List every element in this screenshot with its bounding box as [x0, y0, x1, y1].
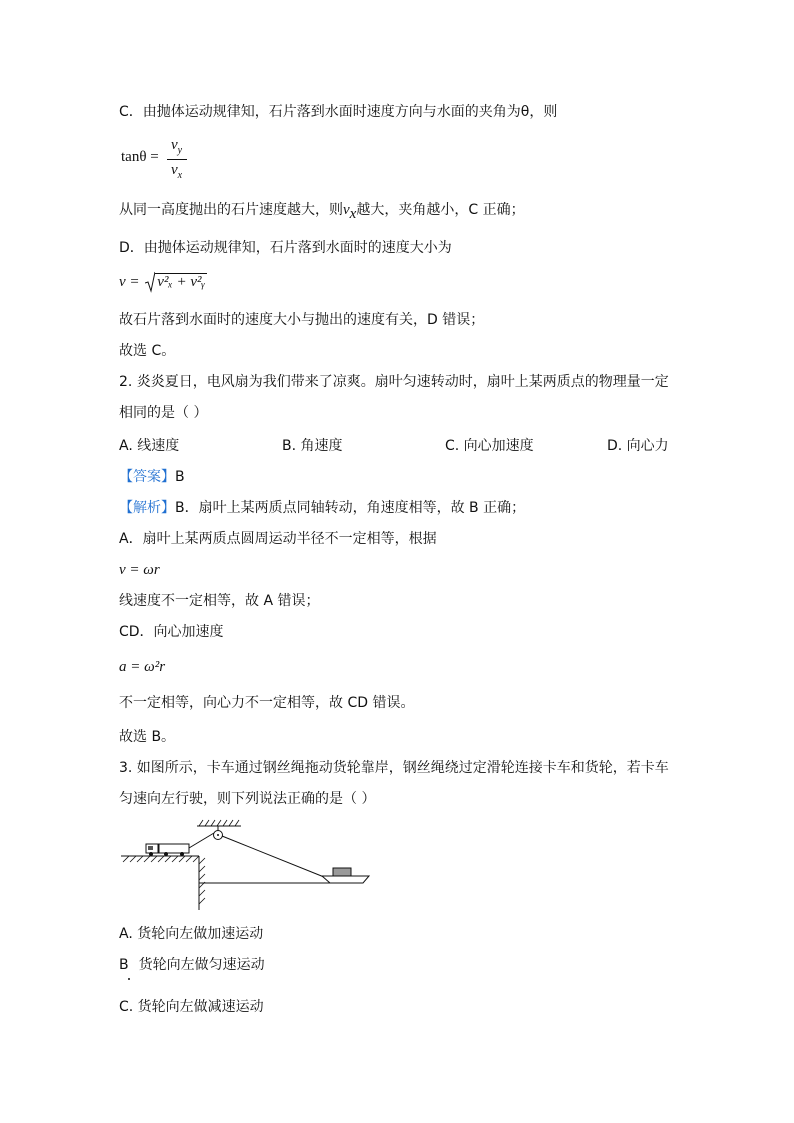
q2-option-c: C. 向心加速度 [445, 438, 534, 454]
analysis-b: B．扇叶上某两质点同轴转动，角速度相等，故 B 正确； [175, 500, 526, 516]
q2-a-conclusion: 线速度不一定相等，故 A 错误； [119, 593, 320, 609]
truck-pulley-ship-diagram [119, 818, 371, 912]
linear-velocity-equation: v = ωr [119, 562, 160, 578]
q1-option-d-line: D．由抛体运动规律知，石片落到水面时的速度大小为 [119, 240, 452, 256]
answer-value: B [175, 469, 185, 485]
sqrt-radicand: v²ₓ + v²ᵧ [157, 274, 205, 290]
answer-tag: 【答案】 [119, 469, 175, 485]
analysis-tag: 【解析】 [119, 500, 175, 516]
shore-ground [121, 856, 205, 910]
q3-option-b [119, 955, 265, 975]
q3-stem-line1: 3. 如图所示，卡车通过钢丝绳拖动货轮靠岸，钢丝绳绕过定滑轮连接卡车和货轮，若卡车 [119, 760, 669, 776]
q2-analysis-a: A．扇叶上某两质点圆周运动半径不一定相等，根据 [119, 531, 437, 547]
sqrt-sign-icon [145, 271, 155, 293]
c-conclusion-pre: 从同一高度抛出的石片速度越大，则 [119, 202, 343, 218]
tan-numerator: v [171, 137, 178, 153]
rope-truck-segment [189, 833, 214, 848]
q2-answer-line [119, 467, 185, 487]
fraction-bar [167, 159, 187, 160]
q2-option-a: A. 线速度 [119, 438, 180, 454]
q1-option-c-line: C．由抛体运动规律知，石片落到水面时速度方向与水面的夹角为θ，则 [119, 104, 558, 120]
tan-theta-equation [121, 137, 201, 185]
q2-option-b: B. 角速度 [282, 438, 343, 454]
q3-stem-line2: 匀速向左行驶，则下列说法正确的是（ ） [119, 791, 376, 807]
option-b-text: 货轮向左做匀速运动 [138, 957, 265, 973]
option-b-letter: B [119, 957, 129, 973]
q2-stem-line2: 相同的是（ ） [119, 405, 208, 421]
q1-final-answer: 故选 C。 [119, 343, 176, 359]
q3-option-a: A. 货轮向左做加速运动 [119, 926, 264, 942]
ceiling-mount [197, 820, 241, 831]
speed-magnitude-equation [119, 272, 207, 300]
tan-denominator-sub: x [177, 170, 183, 181]
tan-denominator: v [171, 162, 178, 178]
q2-cd-line: CD．向心加速度 [119, 624, 224, 640]
q2-cd-conclusion: 不一定相等，向心力不一定相等，故 CD 错误。 [119, 695, 415, 711]
tan-equation-lhs: tanθ = [121, 149, 159, 165]
speed-equation-lhs: v = [119, 274, 140, 290]
rope-ship-segment [222, 836, 324, 877]
tan-numerator-sub: y [177, 145, 183, 156]
q2-stem-line1: 2. 炎炎夏日，电风扇为我们带来了凉爽。扇叶匀速转动时，扇叶上某两质点的物理量一定 [119, 374, 669, 390]
q1-c-conclusion [119, 200, 525, 224]
c-conclusion-post: 越大，夹角越小，C 正确； [356, 202, 525, 218]
q2-option-d: D. 向心力 [607, 438, 669, 454]
truck-icon [146, 844, 189, 856]
decorative-dot [128, 978, 130, 980]
q2-final-answer: 故选 B。 [119, 729, 176, 745]
q1-d-conclusion: 故石片落到水面时的速度大小与抛出的速度有关，D 错误； [119, 312, 485, 328]
q3-option-c: C. 货轮向左做减速运动 [119, 999, 264, 1015]
q2-analysis-line [119, 498, 525, 518]
c-conclusion-var-sub: x [349, 205, 357, 222]
ship-icon [322, 868, 369, 883]
centripetal-acceleration-equation: a = ω²r [119, 659, 166, 675]
c-conclusion-var: v [343, 202, 350, 218]
